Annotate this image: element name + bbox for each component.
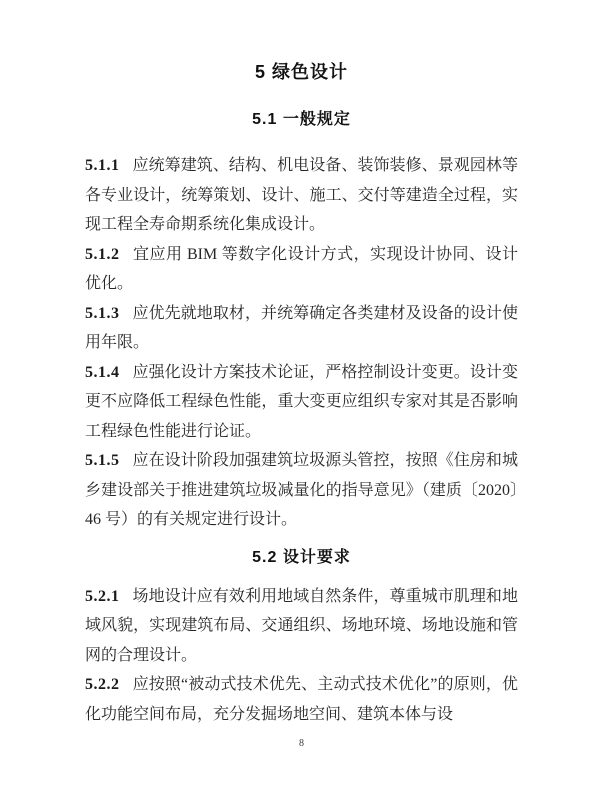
clause-number: 5.1.3 <box>85 304 120 322</box>
clause-text: 应统筹建筑、结构、机电设备、装饰装修、景观园林等各专业设计，统筹策划、设计、施工、交付等建造全过程，实现工程全寿命期系统化集成设计。 <box>85 157 518 233</box>
clause-5-1-4 <box>85 358 518 447</box>
clause-text: 应在设计阶段加强建筑垃圾源头管控，按照《住房和城乡建设部关于推进建筑垃圾减量化的指导意见》（建质〔2020〕46 号）的有关规定进行设计。 <box>85 452 518 528</box>
clause-number: 5.1.5 <box>85 452 120 469</box>
clause-number: 5.1.1 <box>85 157 120 174</box>
clause-5-1-2 <box>85 240 518 299</box>
clause-5-1-3 <box>85 299 518 358</box>
clause-number: 5.1.4 <box>85 363 120 381</box>
chapter-title: 5 绿色设计 <box>254 62 348 82</box>
clause-number: 5.2.2 <box>85 676 120 693</box>
clause-text: 应优先就地取材，并统筹确定各类建材及设备的设计使用年限。 <box>85 304 518 351</box>
clause-number: 5.1.2 <box>85 245 120 263</box>
clause-5-1-5 <box>85 446 518 535</box>
clause-number: 5.2.1 <box>85 587 120 605</box>
page-number: 8 <box>299 738 304 749</box>
clause-5-2-2 <box>85 670 518 729</box>
section-5-2-clauses <box>85 582 518 730</box>
clause-text: 宜应用 BIM 等数字化设计方式，实现设计协同、设计优化。 <box>85 245 518 292</box>
section-5-1-clauses <box>85 151 518 535</box>
clause-text: 场地设计应有效利用地域自然条件，尊重城市肌理和地域风貌，实现建筑布局、交通组织、场地环境、场地设施和管网的合理设计。 <box>85 587 518 664</box>
clause-text: 应强化设计方案技术论证，严格控制设计变更。设计变更不应降低工程绿色性能，重大变更应组织专家对其是否影响工程绿色性能进行论证。 <box>85 363 518 440</box>
clause-text: 应按照“被动式技术优先、主动式技术优化”的原则，优化功能空间布局，充分发掘场地空间、建筑本体与设 <box>85 676 518 723</box>
clause-5-2-1 <box>85 582 518 671</box>
clause-5-1-1 <box>85 151 518 240</box>
section-heading-5-2: 5.2 设计要求 <box>252 548 351 566</box>
section-heading-5-1: 5.1 一般规定 <box>252 111 351 128</box>
